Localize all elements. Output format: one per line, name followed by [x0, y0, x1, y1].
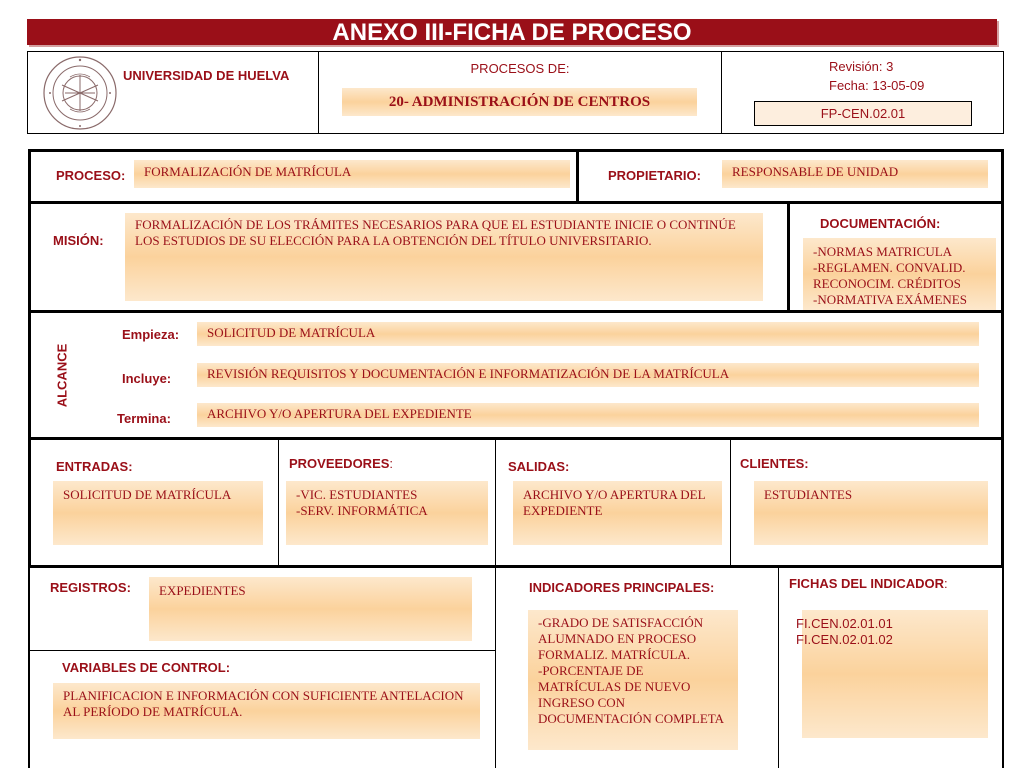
- proceso-value: FORMALIZACIÓN DE MATRÍCULA: [134, 160, 570, 188]
- empieza-label: Empieza:: [122, 327, 180, 342]
- propietario-label: PROPIETARIO:: [608, 168, 701, 183]
- university-name: UNIVERSIDAD DE HUELVA: [123, 68, 290, 83]
- section-divider: [576, 149, 579, 204]
- procesos-de-label: PROCESOS DE:: [470, 61, 570, 76]
- fichas-value: [796, 610, 988, 738]
- column-divider: [730, 440, 731, 566]
- empieza-value: SOLICITUD DE MATRÍCULA: [197, 322, 979, 346]
- page-title: ANEXO III-FICHA DE PROCESO: [27, 19, 997, 45]
- header-divider: [721, 51, 722, 134]
- section-divider: [787, 204, 790, 313]
- fichas-label: FICHAS DEL INDICADOR:: [789, 576, 948, 591]
- salidas-label: SALIDAS:: [508, 459, 570, 474]
- indicadores-value: -GRADO DE SATISFACCIÓN ALUMNADO EN PROCESO FORMALIZ. MATRÍCULA. -PORCENTAJE DE MATRÍCULAS DE NUEVO INGRESO CON DOCUMENTACIÓN COMPLETA: [528, 610, 738, 750]
- salidas-value: ARCHIVO Y/O APERTURA DEL EXPEDIENTE: [513, 481, 722, 545]
- incluye-label: Incluye:: [122, 371, 172, 386]
- fecha-text: Fecha: 13-05-09: [829, 78, 925, 93]
- clientes-value: ESTUDIANTES: [754, 481, 988, 545]
- fichas-list: FI.CEN.02.01.01 FI.CEN.02.01.02: [796, 616, 893, 647]
- documentacion-label: DOCUMENTACIÓN:: [820, 216, 941, 231]
- registros-label: REGISTROS:: [50, 580, 131, 595]
- column-divider: [278, 440, 279, 566]
- mision-value: FORMALIZACIÓN DE LOS TRÁMITES NECESARIOS PARA QUE EL ESTUDIANTE INICIE O CONTINÚE LOS ESTUDIOS DE SU ELECCIÓN PARA LA OBTENCIÓN DEL TÍTULO UNIVERSITARIO.: [125, 213, 763, 301]
- alcance-label: ALCANCE: [54, 343, 70, 408]
- proceso-label: PROCESO:: [56, 168, 126, 183]
- document-code: FP-CEN.02.01: [754, 101, 972, 126]
- indicadores-label: INDICADORES PRINCIPALES:: [529, 580, 715, 595]
- revision-text: Revisión: 3: [829, 59, 894, 74]
- row-divider: [30, 650, 495, 651]
- university-seal-logo: [40, 55, 120, 131]
- registros-value: EXPEDIENTES: [149, 577, 472, 641]
- variables-label: VARIABLES DE CONTROL:: [62, 660, 231, 675]
- clientes-label: CLIENTES:: [740, 456, 809, 471]
- variables-value: PLANIFICACION E INFORMACIÓN CON SUFICIENTE ANTELACION AL PERÍODO DE MATRÍCULA.: [53, 683, 480, 739]
- mision-label: MISIÓN:: [53, 233, 104, 248]
- documentacion-value: -NORMAS MATRICULA -REGLAMEN. CONVALID. RECONOCIM. CRÉDITOS -NORMATIVA EXÁMENES: [803, 238, 996, 310]
- termina-label: Termina:: [117, 411, 171, 426]
- procesos-de-value: 20- ADMINISTRACIÓN DE CENTROS: [342, 88, 697, 116]
- column-divider: [778, 568, 779, 768]
- proveedores-label: PROVEEDORES:: [289, 456, 394, 471]
- incluye-value: REVISIÓN REQUISITOS Y DOCUMENTACIÓN E INFORMATIZACIÓN DE LA MATRÍCULA: [197, 363, 979, 387]
- entradas-label: ENTRADAS:: [56, 459, 133, 474]
- proveedores-value: -VIC. ESTUDIANTES -SERV. INFORMÁTICA: [286, 481, 488, 545]
- entradas-value: SOLICITUD DE MATRÍCULA: [53, 481, 263, 545]
- column-divider: [495, 440, 496, 566]
- termina-value: ARCHIVO Y/O APERTURA DEL EXPEDIENTE: [197, 403, 979, 427]
- column-divider: [495, 568, 496, 768]
- propietario-value: RESPONSABLE DE UNIDAD: [722, 160, 988, 188]
